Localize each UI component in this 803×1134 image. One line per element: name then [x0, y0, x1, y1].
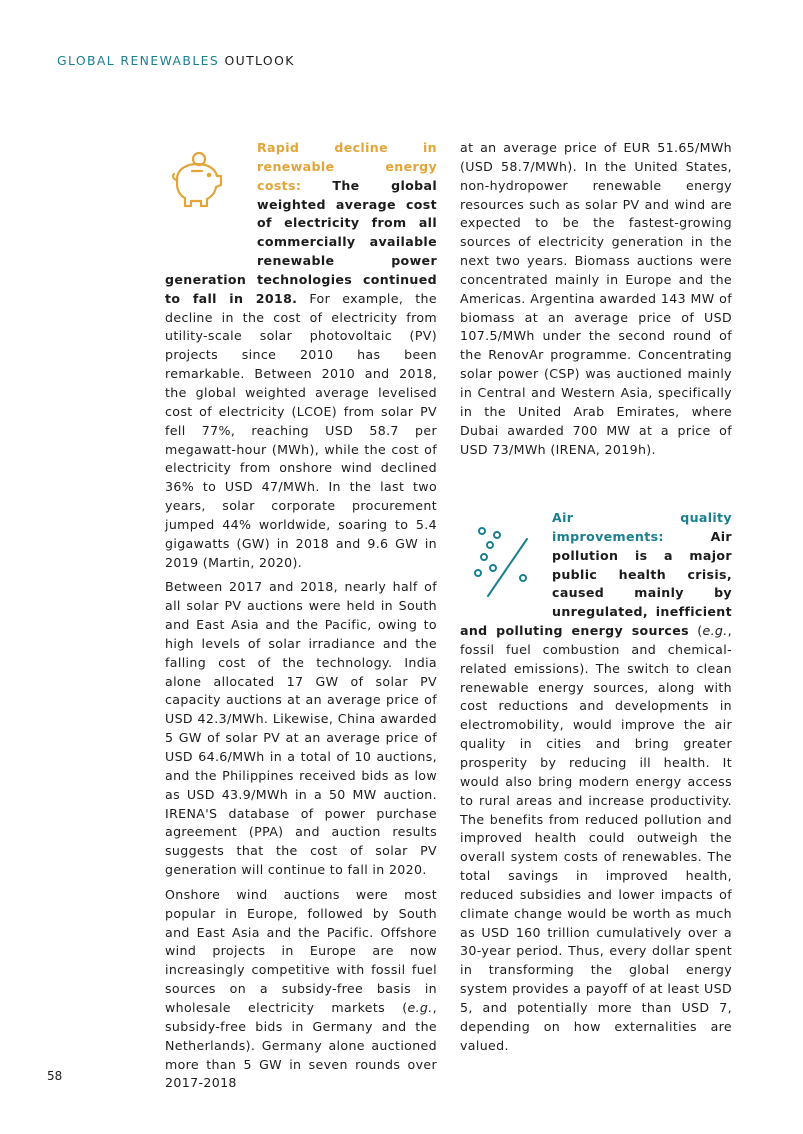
section-air-eg: e.g.	[702, 623, 728, 639]
section-heading-rapid-decline: Rapid decline in renewable energy costs:	[257, 140, 437, 193]
paragraph-onshore-wind-part2: , subsidy-free bids in Germany and the Netherlands). Germany alone auctioned more than 5 GW in seven rounds over 2017-2018	[165, 999, 437, 1091]
paragraph-auction-prices: at an average price of EUR 51.65/MWh (USD 58.7/MWh). In the United States, non-hydropower renewable energy resources such as solar PV and wind are expected to be the fastest-growing sources of electricity generation in the next two years. Biomass auctions were concentrated mainly in Europe and the Americas. Argentina awarded 143 MW of biomass at an average price of USD 107.5/MWh under the second round of the RenovAr programme. Concentrating solar power (CSP) was auctioned mainly in Central and Western Asia, specifically in the United Arab Emirates, where Dubai awarded 700 MW at a price of USD 73/MWh (IRENA, 2019h).	[460, 140, 732, 457]
section-heading-air-quality: Air quality improvements:	[552, 510, 732, 544]
running-header	[57, 53, 295, 68]
paragraph-solar-auctions: Between 2017 and 2018, nearly half of all solar PV auctions were held in South and East Asia and the Pacific, owing to high levels of solar irradiance and the falling cost of the technology. India alone allocated 17 GW of solar PV capacity auctions at an average price of USD 42.3/MWh. Likewise, China awarded 5 GW of solar PV at an average price of USD 64.6/MWh in a total of 10 auctions, and the Philippines received bids as low as USD 43.9/MWh in a 50 MW auction. IRENA'S database of power purchase agreement (PPA) and auction results suggests that the cost of solar PV generation will continue to fall in 2020.	[165, 579, 437, 878]
paragraph-onshore-wind-eg: e.g.	[407, 999, 433, 1015]
section-lead-rapid-decline: The global weighted average cost of electricity from all commercially available renewable power generation technologies continued to fall in 2018.	[165, 177, 437, 306]
section-body-air-quality: , fossil fuel combustion and chemical-related emissions). The switch to clean renewable energy sources, along with cost reductions and developments in electromobility, would improve the air quality in cities and bring greater prosperity by reducing ill health. It would also bring modern energy access to rural areas and increase productivity. The benefits from reduced pollution and improved health could outweigh the overall system costs of renewables. The total savings in improved health, reduced subsidies and lower impacts of climate change would be worth as much as USD 160 trillion cumulatively over a 30-year period. Thus, every dollar spent in transforming the global energy system provides a payoff of at least USD 5, and potentially more than USD 7, depending on how externalities are valued.	[460, 623, 732, 1053]
page-number: 58	[47, 1069, 63, 1083]
section-lead-paren: (	[688, 623, 703, 639]
right-column-air-quality	[460, 509, 732, 1055]
piggy-bank-icon	[165, 139, 257, 255]
section-lead-air-quality: Air pollution is a major public health crisis, caused mainly by unregulated, inefficient and polluting energy sources	[460, 528, 732, 639]
header-title-part2: OUTLOOK	[224, 53, 295, 68]
right-column-top	[460, 139, 732, 459]
air-particles-icon	[460, 509, 552, 605]
section-air-quality	[460, 509, 732, 1055]
section-rapid-decline	[165, 139, 437, 572]
paragraph-onshore-wind-part1: Onshore wind auctions were most popular in Europe, followed by South and East Asia and the Pacific. Offshore wind projects in Europe are now increasingly competitive with fossil fuel sources on a subsidy-free basis in wholesale electricity markets (	[165, 886, 437, 1015]
left-column	[165, 139, 437, 1093]
header-title-part1: GLOBAL RENEWABLES	[57, 53, 220, 68]
section-body-rapid-decline: For example, the decline in the cost of electricity from utility-scale solar photovoltaic (PV) projects since 2010 has been remarkable. Between 2010 and 2018, the global weighted average levelised cost of electricity (LCOE) from solar PV fell 77%, reaching USD 58.7 per megawatt-hour (MWh), while the cost of electricity from onshore wind declined 36% to USD 47/MWh. In the last two years, solar corporate procurement jumped 44% worldwide, soaring to 5.4 gigawatts (GW) in 2018 and 9.6 GW in 2019 (Martin, 2020).	[165, 290, 437, 570]
paragraph-onshore-wind	[165, 886, 437, 1093]
